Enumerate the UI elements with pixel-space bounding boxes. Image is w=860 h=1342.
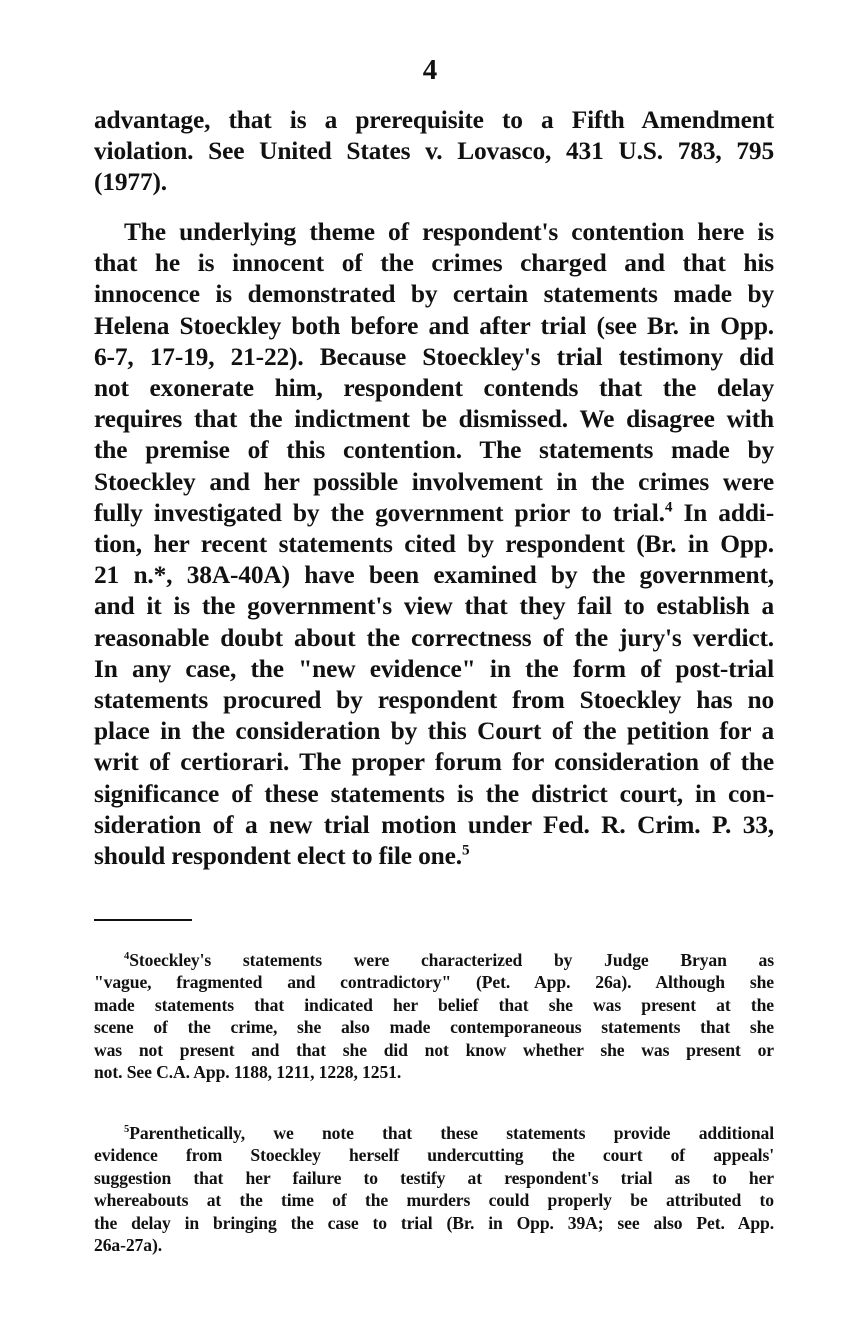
paragraph-line: innocence is demonstrated by certain statements made by bbox=[94, 280, 774, 309]
paragraph-line: tion, her recent statements cited by respondent (Br. in Opp. bbox=[94, 530, 774, 559]
paragraph-line: writ of certiorari. The proper forum for consideration of the bbox=[94, 748, 774, 777]
footnote-line: suggestion that her failure to testify at respondent's trial as to her bbox=[94, 1167, 774, 1188]
footnote-line bbox=[94, 949, 774, 971]
paragraph-line: violation. See United States v. Lovasco, 431 U.S. 783, 795 bbox=[94, 137, 774, 166]
paragraph-line: statements procured by respondent from Stoeckley has no bbox=[94, 686, 774, 715]
paragraph-line: and it is the government's view that they fail to establish a bbox=[94, 592, 774, 621]
paragraph-line: In any case, the "new evidence" in the form of post-trial bbox=[94, 654, 774, 683]
paragraph-line-tail: In addi- bbox=[672, 498, 774, 527]
footnote-line: the delay in bringing the case to trial (Br. in Opp. 39A; see also Pet. App. bbox=[94, 1212, 774, 1233]
body-paragraph bbox=[94, 217, 774, 872]
footnote-line: not. See C.A. App. 1188, 1211, 1228, 1251. bbox=[94, 1062, 402, 1083]
paragraph-line: Stoeckley and her possible involvement in the crimes were bbox=[94, 467, 774, 496]
footnote-line: whereabouts at the time of the murders could properly be attributed to bbox=[94, 1190, 774, 1211]
paragraph-line: (1977). bbox=[94, 168, 167, 197]
footnote-line: "vague, fragmented and contradictory" (Pet. App. 26a). Although she bbox=[94, 972, 774, 993]
paragraph-line: the premise of this contention. The statements made by bbox=[94, 436, 774, 465]
paragraph-line: 6-7, 17-19, 21-22). Because Stoeckley's trial testimony did bbox=[94, 342, 774, 371]
footnote-line-text: Stoeckley's statements were characterized by Judge Bryan as bbox=[129, 950, 774, 970]
footnote-ref-5[interactable]: 5 bbox=[461, 841, 470, 859]
paragraph-line: advantage, that is a prerequisite to a Fifth Amendment bbox=[94, 106, 774, 134]
page-number: 4 bbox=[422, 54, 438, 86]
paragraph-line: not exonerate him, respondent contends that the delay bbox=[94, 374, 774, 403]
footnote-separator-rule bbox=[94, 919, 192, 921]
paragraph-line: significance of these statements is the district court, in con- bbox=[94, 779, 774, 808]
footnote-line: 26a-27a). bbox=[94, 1235, 162, 1256]
paragraph-line: The underlying theme of respondent's contention here is bbox=[124, 218, 774, 246]
footnote-marker: 5 bbox=[124, 1124, 130, 1136]
footnote-line: scene of the crime, she also made contemporaneous statements that she bbox=[94, 1017, 774, 1038]
footnote-ref-4[interactable]: 4 bbox=[664, 498, 673, 516]
paragraph-line-with-footnote-ref bbox=[94, 841, 774, 872]
paragraph-line: reasonable doubt about the correctness of the jury's verdict. bbox=[94, 623, 774, 652]
footnote-4 bbox=[94, 949, 774, 1083]
paragraph-line: that he is innocent of the crimes charged and that his bbox=[94, 249, 774, 278]
paragraph-line: sideration of a new trial motion under Fed. R. Crim. P. 33, bbox=[94, 810, 774, 839]
footnote-marker: 4 bbox=[124, 951, 130, 963]
footnote-5 bbox=[94, 1122, 774, 1256]
paragraph-line: place in the consideration by this Court of the petition for a bbox=[94, 717, 774, 746]
paragraph-line-text: should respondent elect to file one. bbox=[94, 842, 462, 871]
paragraph-line: Helena Stoeckley both before and after trial (see Br. in Opp. bbox=[94, 311, 774, 340]
paragraph-line-text: fully investigated by the government prior to trial. bbox=[94, 498, 665, 527]
footnote-line: evidence from Stoeckley herself undercutting the court of appeals' bbox=[94, 1145, 774, 1166]
body-paragraph-continuation bbox=[94, 105, 774, 199]
footnote-line: was not present and that she did not know whether she was present or bbox=[94, 1039, 774, 1060]
paragraph-line: 21 n.*, 38A-40A) have been examined by the government, bbox=[94, 561, 774, 590]
paragraph-line-with-footnote-ref bbox=[94, 498, 774, 529]
footnote-line bbox=[94, 1122, 774, 1144]
footnote-line-text: Parenthetically, we note that these statements provide additional bbox=[129, 1123, 774, 1143]
paragraph-line: requires that the indictment be dismissed. We disagree with bbox=[94, 405, 774, 434]
footnote-line: made statements that indicated her belief that she was present at the bbox=[94, 994, 774, 1015]
